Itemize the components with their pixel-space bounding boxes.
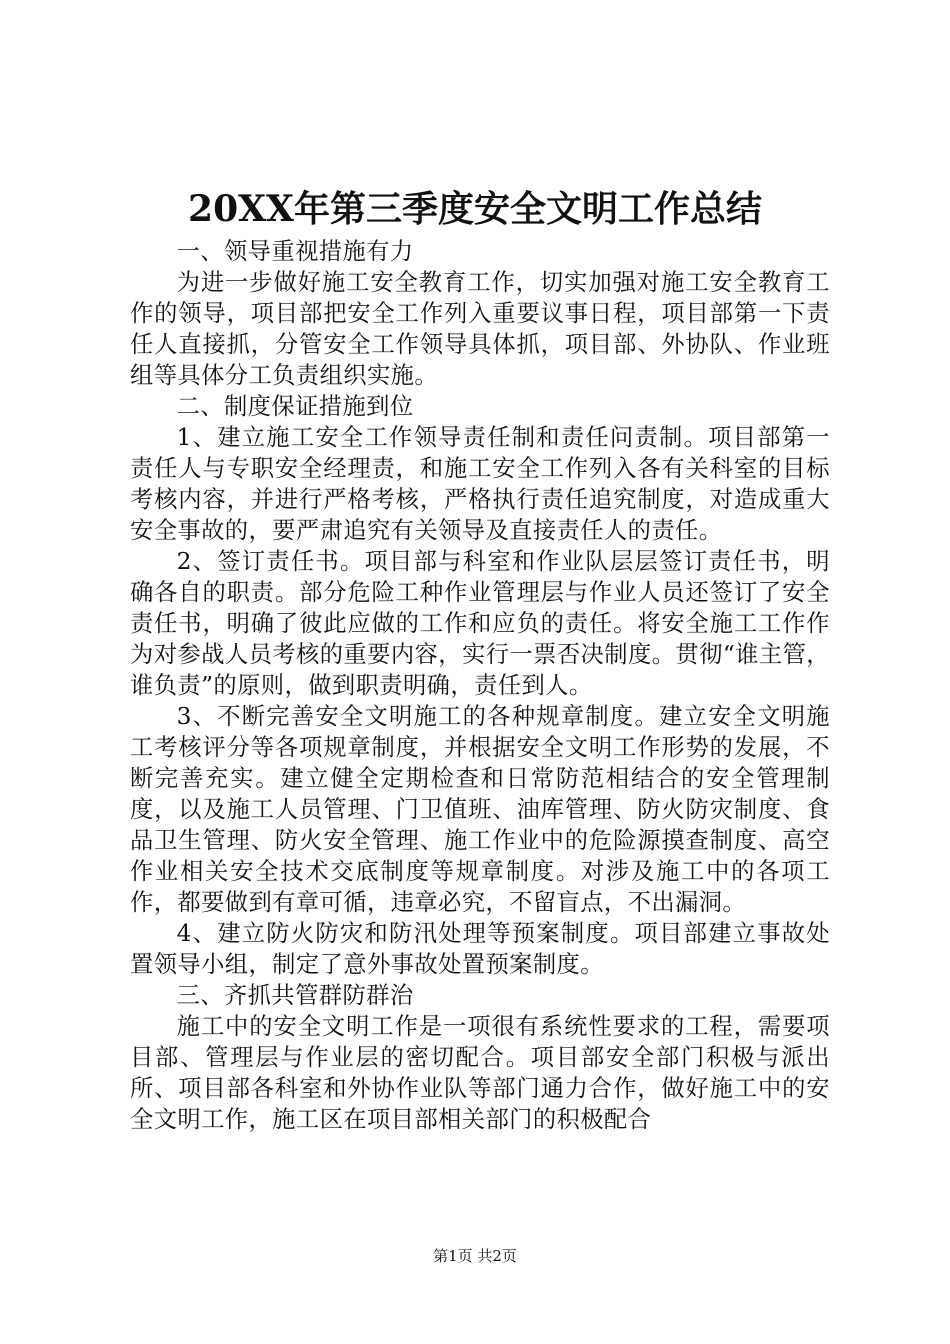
paragraph: 为进一步做好施工安全教育工作，切实加强对施工安全教育工作的领导，项目部把安全工作列入重要议事日程，项目部第一下责任人直接抓，分管安全工作领导具体抓，项目部、外协队、作业班组等具体分工负责组织实施。 [130,269,830,389]
paragraph: 施工中的安全文明工作是一项很有系统性要求的工程，需要项目部、管理层与作业层的密切配合。项目部安全部门积极与派出所、项目部各科室和外协作业队等部门通力合作，做好施工中的安全文明工作，施工区在项目部相关部门的积极配合 [130,1013,830,1133]
paragraph: 3、不断完善安全文明施工的各种规章制度。建立安全文明施工考核评分等各项规章制度，并根据安全文明工作形势的发展，不断完善充实。建立健全定期检查和日常防范相结合的安全管理制度，以及施工人员管理、门卫值班、油库管理、防火防灾制度、食品卫生管理、防火安全管理、施工作业中的危险源摸查制度、高空作业相关安全技术交底制度等规章制度。对涉及施工中的各项工作，都要做到有章可循，违章必究，不留盲点，不出漏洞。 [130,703,830,916]
page-footer: 第1页 共2页 [433,1247,517,1265]
paragraph: 2、签订责任书。项目部与科室和作业队层层签订责任书，明确各自的职责。部分危险工种作业管理层与作业人员还签订了安全责任书，明确了彼此应做的工作和应负的责任。将安全施工工作作为对参战人员考核的重要内容，实行一票否决制度。贯彻“谁主管，谁负责”的原则，做到职责明确，责任到人。 [130,548,830,699]
paragraph: 1、建立施工安全工作领导责任制和责任问责制。项目部第一责任人与专职安全经理责，和施工安全工作列入各有关科室的目标考核内容，并进行严格考核，严格执行责任追究制度，对造成重大安全事故的，要严肃追究有关领导及直接责任人的责任。 [130,424,830,544]
document-body [130,236,830,1135]
document-title: 20XX年第三季度安全文明工作总结 [188,188,762,230]
section-heading: 三、齐抓共管群防群治 [176,982,414,1009]
section-heading: 一、领导重视措施有力 [176,238,414,265]
paragraph: 4、建立防火防灾和防汛处理等预案制度。项目部建立事故处置领导小组，制定了意外事故处置预案制度。 [130,920,830,978]
section-heading: 二、制度保证措施到位 [176,393,414,420]
